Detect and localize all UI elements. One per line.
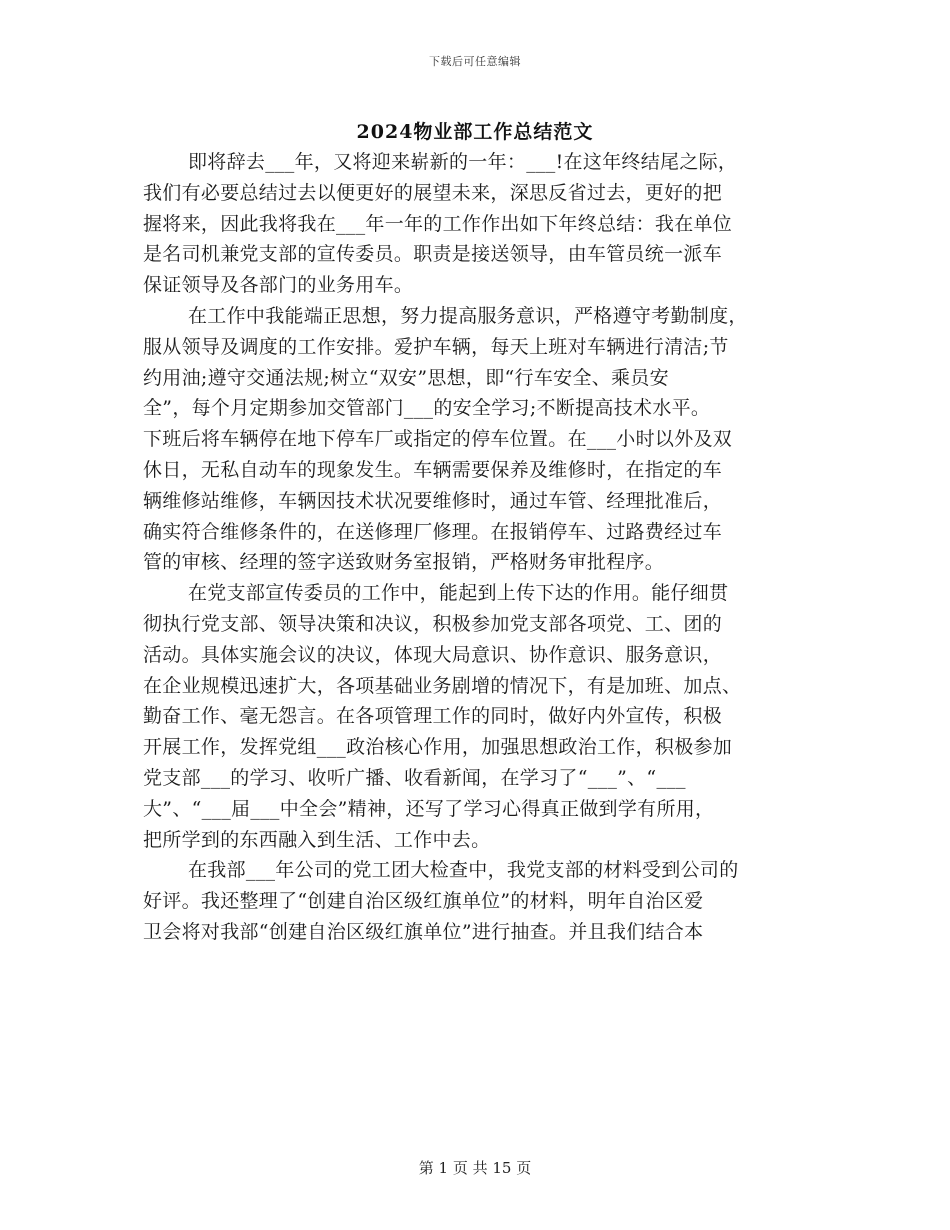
paragraph	[143, 578, 808, 855]
paragraph-line: 握将来，因此我将我在___年一年的工作作出如下年终总结：我在单位	[143, 212, 733, 235]
paragraph-line: 党支部___的学习、收听广播、收看新闻，在学习了“___”、“___	[143, 766, 686, 789]
paragraph-line: 休日，无私自动车的现象发生。车辆需要保养及维修时，在指定的车	[143, 458, 723, 481]
paragraph-line: 服从领导及调度的工作安排。爱护车辆，每天上班对车辆进行清洁;节	[143, 335, 729, 358]
paragraph-line: 是名司机兼党支部的宣传委员。职责是接送领导，由车管员统一派车	[143, 243, 723, 266]
paragraph-line: 大”、“___届___中全会”精神，还写了学习心得真正做到学有所用，	[143, 797, 715, 820]
document-title: 2024物业部工作总结范文	[356, 121, 594, 143]
paragraph-line: 彻执行党支部、领导决策和决议，积极参加党支部各项党、工、团的	[143, 612, 723, 635]
paragraph-line: 管的审核、经理的签字送致财务室报销，严格财务审批程序。	[143, 551, 665, 574]
paragraph-line: 全”，每个月定期参加交管部门___的安全学习;不断提高技术水平。	[143, 397, 711, 420]
paragraph-line: 在我部___年公司的党工团大检查中，我党支部的材料受到公司的	[188, 859, 739, 882]
page-number-footer: 第 1 页 共 15 页	[418, 1159, 532, 1177]
paragraph	[143, 301, 808, 578]
paragraph-line: 辆维修站维修，车辆因技术状况要维修时，通过车管、经理批准后，	[143, 489, 723, 512]
paragraph-line: 勤奋工作、毫无怨言。在各项管理工作的同时，做好内外宣传，积极	[143, 705, 723, 728]
paragraph-line: 在党支部宣传委员的工作中，能起到上传下达的作用。能仔细贯	[188, 582, 729, 605]
header-download-note: 下载后可任意编辑	[429, 55, 521, 68]
paragraph-line: 我们有必要总结过去以便更好的展望未来，深思反省过去，更好的把	[143, 181, 723, 204]
paragraph-line: 好评。我还整理了“创建自治区级红旗单位”的材料，明年自治区爱	[143, 890, 704, 913]
paragraph	[143, 855, 808, 947]
paragraph-line: 活动。具体实施会议的决议，体现大局意识、协作意识、服务意识，	[143, 643, 723, 666]
paragraph-line: 即将辞去___年，又将迎来崭新的一年：___!在这年终结尾之际，	[188, 151, 738, 173]
paragraph-line: 把所学到的东西融入到生活、工作中去。	[143, 828, 491, 851]
paragraph-line: 开展工作，发挥党组___政治核心作用，加强思想政治工作，积极参加	[143, 736, 733, 759]
paragraph	[143, 147, 808, 301]
paragraph-line: 在工作中我能端正思想，努力提高服务意识，严格遵守考勤制度，	[188, 304, 748, 327]
document-body	[143, 147, 808, 948]
paragraph-line: 在企业规模迅速扩大，各项基础业务剧增的情况下，有是加班、加点、	[143, 674, 742, 697]
paragraph-line: 卫会将对我部“创建自治区级红旗单位”进行抽查。并且我们结合本	[143, 920, 704, 943]
paragraph-line: 约用油;遵守交通法规;树立“双安”思想，即“行车安全、乘员安	[143, 366, 669, 389]
paragraph-line: 下班后将车辆停在地下停车厂或指定的停车位置。在___小时以外及双	[143, 428, 733, 451]
paragraph-line: 确实符合维修条件的，在送修理厂修理。在报销停车、过路费经过车	[143, 520, 723, 543]
paragraph-line: 保证领导及各部门的业务用车。	[143, 274, 414, 297]
